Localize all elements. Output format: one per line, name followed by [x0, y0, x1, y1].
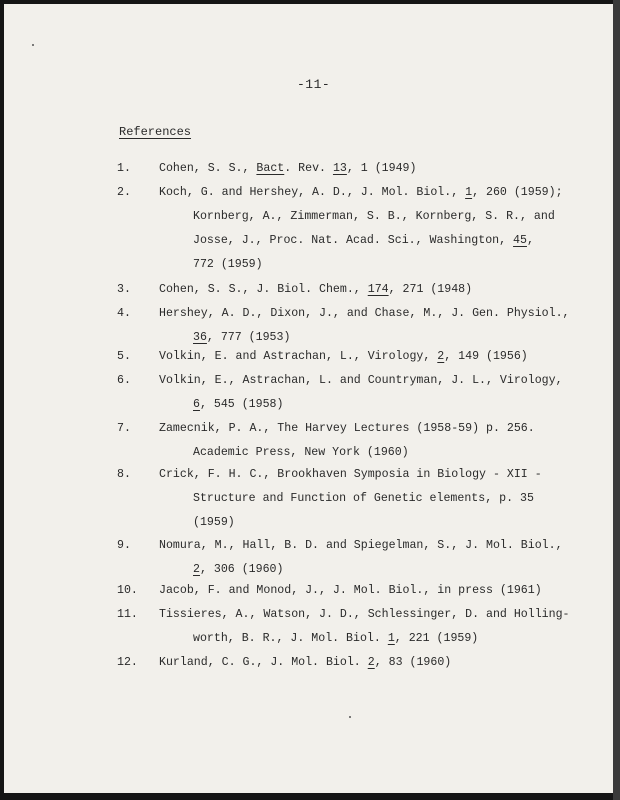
text-run: ,: [526, 234, 534, 247]
underlined-text: 36: [193, 331, 207, 344]
reference-continuation: [193, 331, 290, 344]
reference-text: [159, 307, 570, 320]
reference-text: [159, 422, 535, 435]
paper-speck: [32, 44, 34, 46]
reference-text: [159, 468, 542, 481]
underlined-text: Bact: [256, 162, 285, 175]
references-heading: References: [119, 125, 192, 139]
text-run: Kornberg, A., Zimmerman, S. B., Kornberg, S. R., and: [193, 210, 555, 223]
text-run: , 545 (1958): [199, 398, 284, 411]
reference-continuation: [193, 516, 235, 529]
text-run: Hershey, A. D., Dixon, J., and Chase, M., J. Gen. Physiol.,: [159, 307, 570, 320]
underlined-text: 2: [193, 563, 200, 576]
text-run: Volkin, E. and Astrachan, L., Virology,: [159, 350, 438, 363]
text-run: Structure and Function of Genetic elements, p. 35: [193, 492, 534, 505]
underlined-text: 1: [465, 186, 473, 199]
underlined-text: 1: [387, 632, 395, 645]
underlined-text: 174: [367, 283, 389, 296]
document-page: [4, 4, 613, 793]
text-run: Jacob, F. and Monod, J., J. Mol. Biol., in press (1961): [159, 584, 542, 597]
reference-continuation: [193, 398, 283, 411]
text-run: Zamecnik, P. A., The Harvey Lectures (1958-59) p. 256.: [159, 422, 535, 435]
text-run: , 260 (1959);: [472, 186, 563, 199]
text-run: Cohen, S. S.,: [159, 162, 257, 175]
text-run: , 271 (1948): [388, 283, 473, 296]
underlined-text: 45: [513, 234, 527, 247]
reference-number: 11.: [117, 608, 138, 621]
text-run: , 149 (1956): [444, 350, 528, 363]
text-run: (1959): [193, 516, 235, 529]
underlined-text: 2: [437, 350, 445, 363]
reference-text: [159, 374, 563, 387]
scan-edge: [613, 0, 620, 800]
reference-text: [159, 162, 416, 175]
reference-continuation: [193, 563, 283, 576]
reference-text: [159, 539, 563, 552]
reference-text: [159, 656, 451, 669]
reference-number: 7.: [117, 422, 131, 435]
text-run: , 777 (1953): [206, 331, 291, 344]
reference-number: 1.: [117, 162, 131, 175]
reference-continuation: [193, 210, 555, 223]
text-run: worth, B. R., J. Mol. Biol.: [193, 632, 388, 645]
reference-text: [159, 608, 570, 621]
text-run: Kurland, C. G., J. Mol. Biol.: [159, 656, 368, 669]
underlined-text: 2: [367, 656, 375, 669]
text-run: Josse, J., Proc. Nat. Acad. Sci., Washington,: [193, 234, 514, 247]
text-run: 772 (1959): [193, 258, 263, 271]
text-run: Volkin, E., Astrachan, L. and Countryman, J. L., Virology,: [159, 374, 563, 387]
reference-number: 4.: [117, 307, 131, 320]
reference-continuation: [193, 234, 534, 247]
text-run: , 83 (1960): [374, 656, 452, 669]
text-run: Crick, F. H. C., Brookhaven Symposia in Biology - XII -: [159, 468, 542, 481]
reference-text: [159, 350, 528, 363]
reference-number: 5.: [117, 350, 131, 363]
text-run: Tissieres, A., Watson, J. D., Schlessinger, D. and Holling-: [159, 608, 570, 621]
underlined-text: 6: [193, 398, 200, 411]
reference-number: 10.: [117, 584, 138, 597]
text-run: , 306 (1960): [199, 563, 284, 576]
text-run: Cohen, S. S., J. Biol. Chem.,: [159, 283, 368, 296]
text-run: . Rev.: [284, 162, 333, 175]
page-number: -11-: [297, 77, 331, 92]
text-run: , 221 (1959): [394, 632, 479, 645]
reference-number: 3.: [117, 283, 131, 296]
reference-text: [159, 283, 472, 296]
paper-speck: [349, 716, 351, 718]
reference-text: [159, 584, 542, 597]
underlined-text: 13: [332, 162, 347, 175]
reference-number: 6.: [117, 374, 131, 387]
reference-continuation: [193, 492, 534, 505]
text-run: Nomura, M., Hall, B. D. and Spiegelman, S., J. Mol. Biol.,: [159, 539, 563, 552]
reference-number: 8.: [117, 468, 131, 481]
reference-continuation: [193, 632, 478, 645]
text-run: , 1 (1949): [346, 162, 417, 175]
reference-number: 2.: [117, 186, 131, 199]
reference-continuation: [193, 258, 263, 271]
reference-continuation: [193, 446, 409, 459]
text-run: Academic Press, New York (1960): [193, 446, 409, 459]
text-run: Koch, G. and Hershey, A. D., J. Mol. Biol.,: [159, 186, 466, 199]
reference-text: [159, 186, 563, 199]
reference-number: 9.: [117, 539, 131, 552]
reference-number: 12.: [117, 656, 138, 669]
